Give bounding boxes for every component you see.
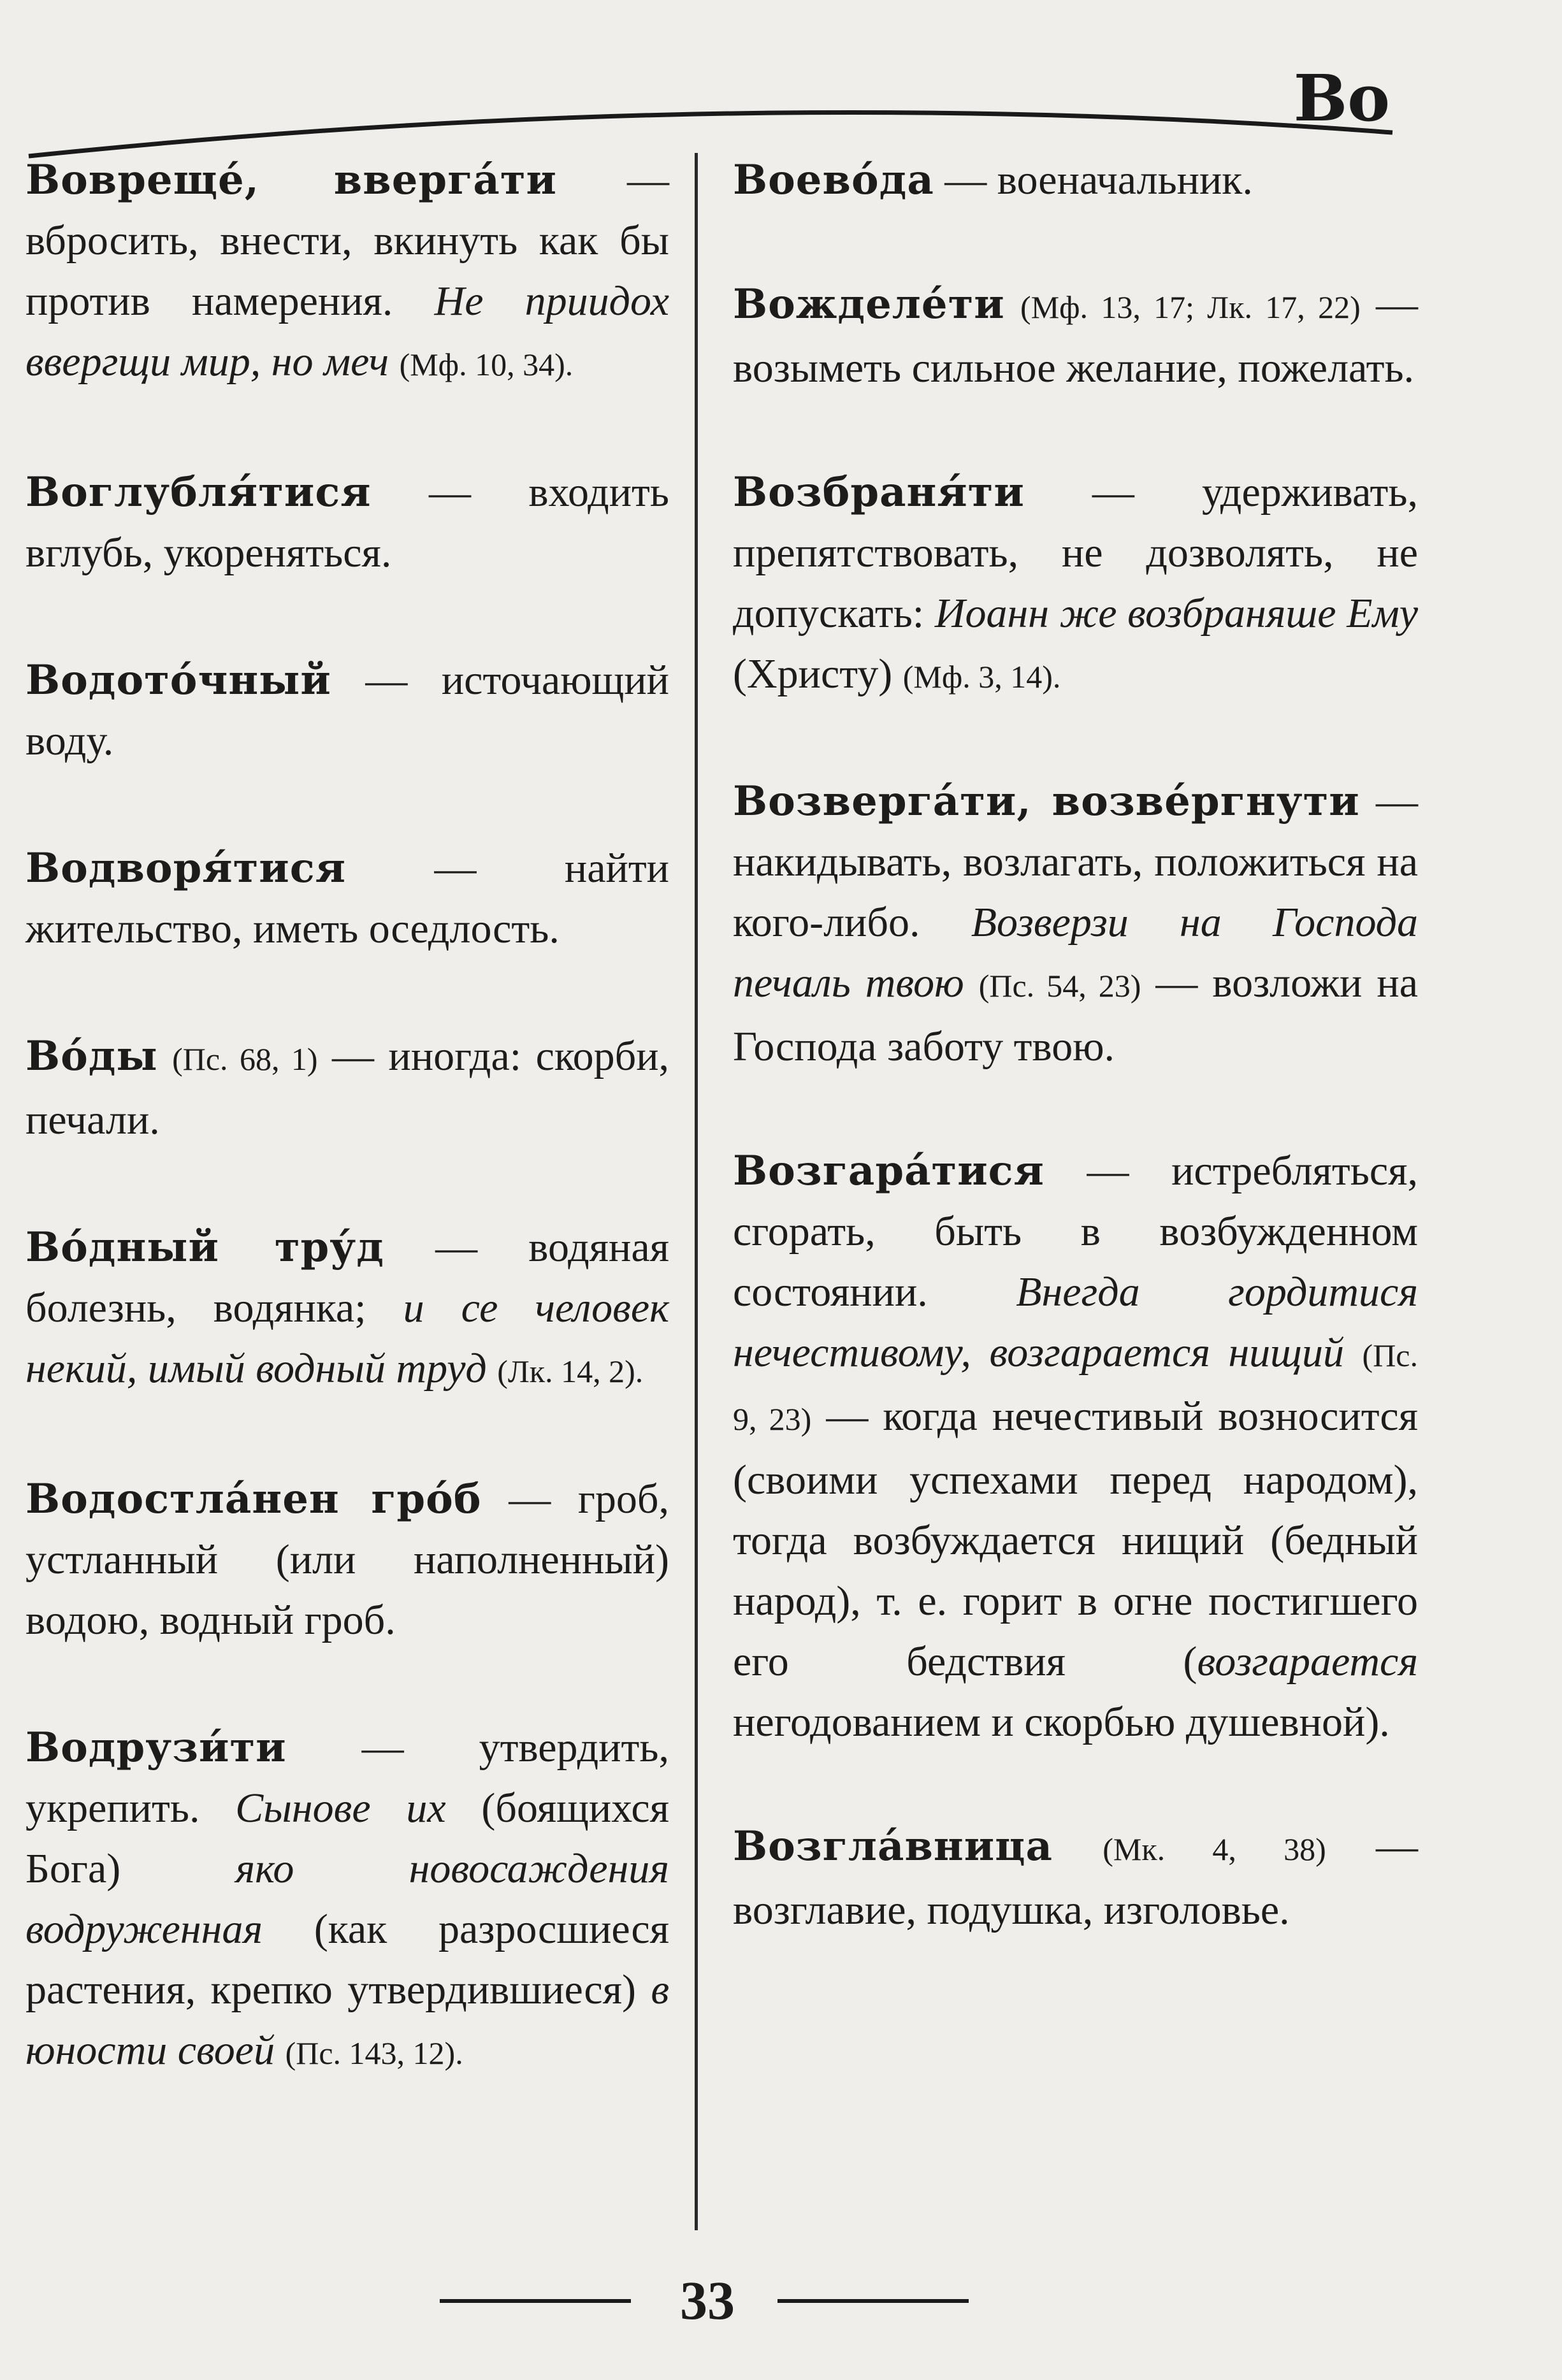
entry-text: — утвердить, укрепить. [25,1724,669,1831]
dictionary-entry [733,150,1418,210]
dictionary-entry [25,1026,669,1150]
entry-quotation: Не приидох ввергщи мир, но меч [25,278,669,385]
entry-text: негодованием и скорбью душевной). [733,1699,1390,1745]
entry-text: — источающий воду. [25,657,669,764]
entry-text [1053,1823,1103,1870]
entry-reference: (Мф. 10, 34). [399,347,574,382]
entry-text: (Христу) [733,651,903,697]
dictionary-entry [733,274,1418,398]
dictionary-entry [733,462,1418,707]
footer-rule-left [440,2299,631,2303]
entry-text: — возыметь сильное желание, пожелать. [733,281,1419,391]
entry-text: — возглавие, подушка, изголовье. [733,1823,1419,1933]
entry-quotation: и се человек некий, имый водный труд [25,1285,669,1392]
dictionary-entry [25,650,669,771]
entry-text: — найти жительство, иметь оседлость. [25,845,669,952]
entry-text: — истребляться, сгорать, быть в возбужденном состоянии. [733,1148,1418,1315]
dictionary-entry [25,150,669,395]
entry-headword: Возбраня́ти [733,468,1025,516]
entry-reference: (Лк. 14, 2). [497,1353,644,1389]
entry-text [1005,281,1020,328]
entry-reference: (Пс. 143, 12). [285,2035,463,2071]
entry-headword: Возверга́ти, возве́ргнути [733,777,1360,825]
entry-headword: Во́дный тру́д [25,1223,384,1271]
entry-text: — входить вглубь, укореняться. [25,469,669,576]
entry-text [1344,1329,1363,1376]
entry-quotation: Иоанн же возбраняше Ему [934,590,1418,637]
entry-text [389,338,400,385]
entry-text: (боящихся Бога) [25,1785,669,1892]
entry-reference: (Мк. 4, 38) [1103,1831,1326,1867]
entry-quotation: Сынове их [235,1785,446,1831]
entry-quotation: Внегда гордитися нечестивому, возгарается нищий [733,1269,1418,1376]
entry-headword: Водрузи́ти [25,1724,287,1771]
dictionary-entry [25,1717,669,2084]
entry-text: — гроб, устланный (или наполненный) водою, водный гроб. [25,1476,669,1643]
entry-text [964,960,979,1006]
entry-headword: Возгла́вница [733,1822,1053,1870]
dictionary-entry [25,838,669,959]
entry-text: — когда нечестивый возносится (своими успехами перед народом), тогда возбуждается нищий (бедный народ), т. е. горит в огне постигшего его бедствия ( [733,1393,1419,1685]
entry-text: — военачальник. [934,157,1253,203]
right-column [733,150,1418,1940]
dictionary-entry [733,1141,1418,1752]
entry-reference: (Мф. 3, 14). [902,659,1061,695]
entry-headword: Во́ды [25,1032,158,1080]
entry-headword: Водворя́тися [25,844,346,892]
column-divider [695,153,698,2230]
entry-quotation: яко новосаждения водруженная [25,1845,669,1952]
entry-reference: (Мф. 13, 17; Лк. 17, 22) [1020,289,1361,325]
dictionary-entry [25,462,669,583]
dictionary-entry [733,771,1418,1077]
entry-headword: Водото́чный [25,656,331,704]
page-number: 33 [680,2270,735,2331]
page-footer [0,2268,1562,2332]
entry-text: — водяная болезнь, водянка; [25,1224,669,1331]
running-header-letters: Во [1293,61,1390,136]
entry-text: — удерживать, препятствовать, не дозволять, не допускать: [733,469,1418,637]
dictionary-entry [25,1469,669,1650]
entry-text: — иногда: скорби, печали. [25,1033,670,1143]
entry-quotation: Возверзи на Господа печаль твою [733,899,1418,1006]
entry-text: (как разросшиеся растения, крепко утвердившиеся) [25,1906,669,2013]
entry-text [487,1345,498,1392]
entry-headword: Воглубля́тися [25,468,372,516]
dictionary-entry [25,1217,669,1402]
entry-text [275,2027,286,2073]
left-column [25,150,669,2084]
entry-quotation: возгарается [1197,1638,1418,1685]
entry-headword: Воево́да [733,156,934,204]
entry-reference: (Пс. 9, 23) [733,1338,1418,1437]
entry-quotation: в юности своей [25,1966,669,2073]
entry-headword: Вожделе́ти [733,280,1005,328]
entry-headword: Возгара́тися [733,1147,1045,1195]
footer-rule-right [777,2299,969,2303]
entry-reference: (Пс. 68, 1) [172,1041,318,1077]
entry-headword: Вовреще́, ввергáти [25,156,557,204]
entry-text: — возложи на Господа заботу твою. [733,960,1418,1070]
dictionary-entry [733,1816,1418,1940]
entry-text: — накидывать, возлагать, положиться на кого-либо. [733,778,1418,946]
entry-reference: (Пс. 54, 23) [978,968,1141,1004]
entry-headword: Водостла́нен гро́б [25,1475,482,1523]
entry-text [158,1033,172,1079]
entry-text: — вбросить, внести, вкинуть как бы против намерения. [25,157,669,324]
